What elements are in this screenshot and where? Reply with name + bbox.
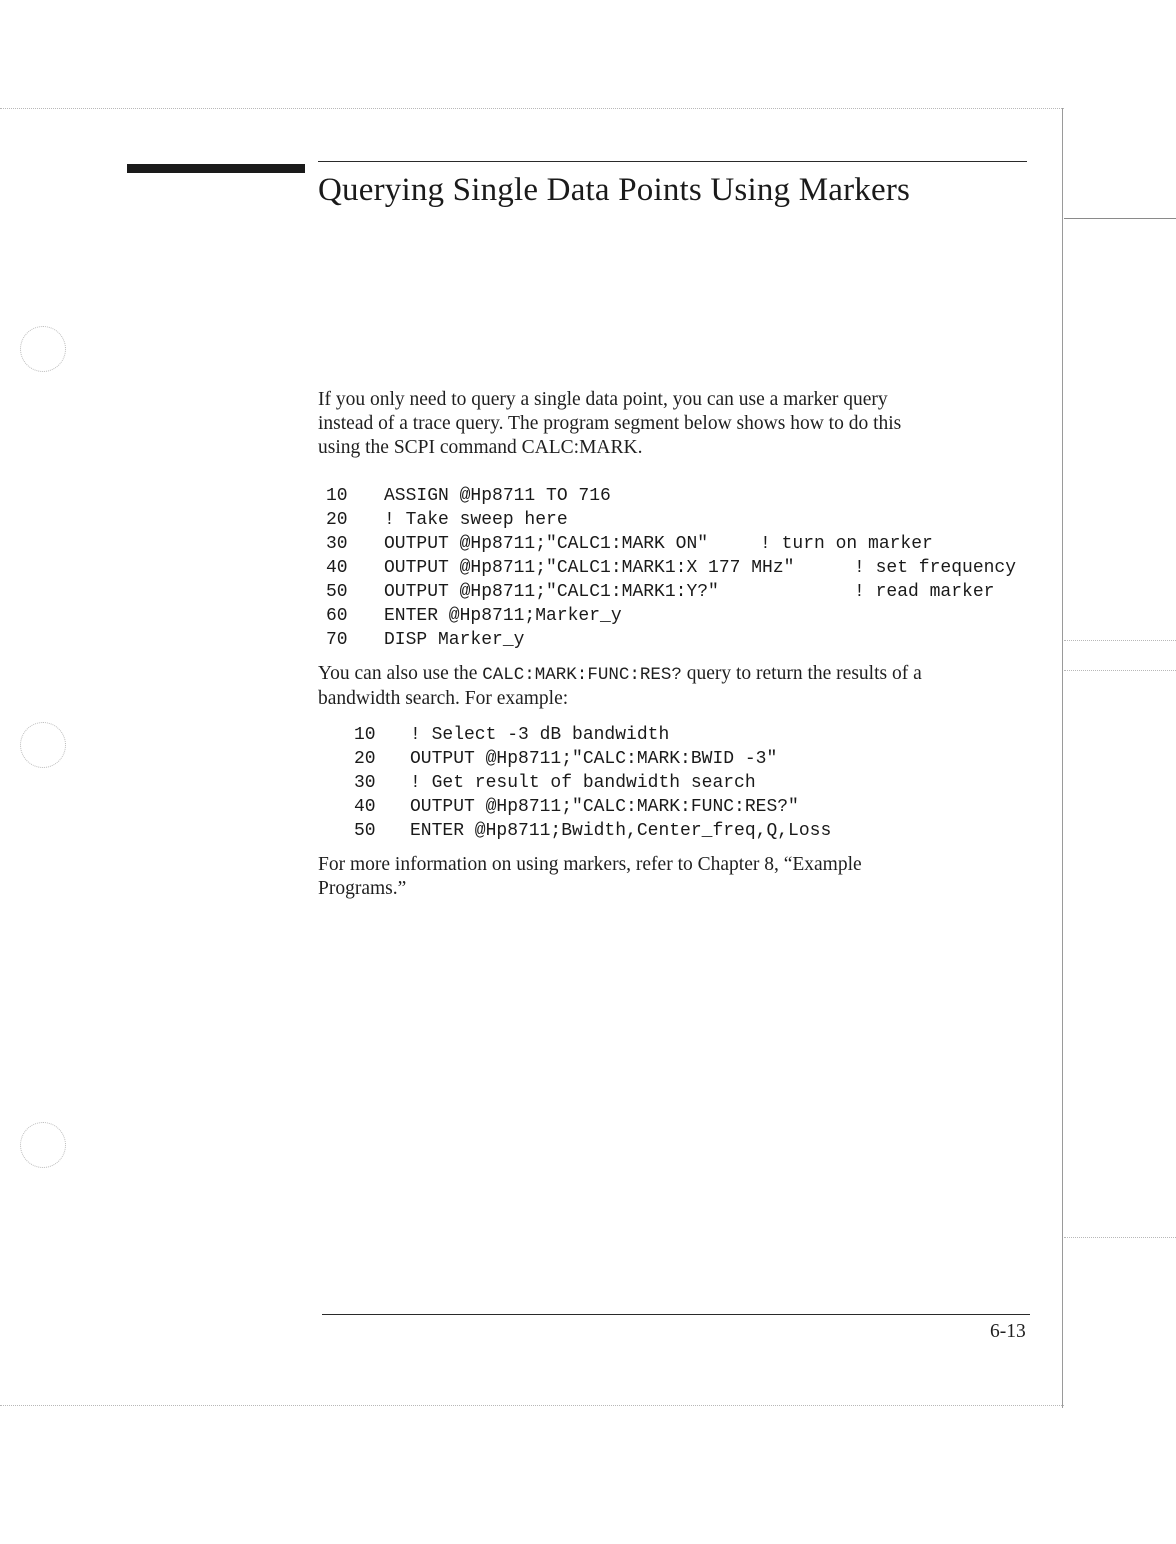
inline-command: CALC:MARK:FUNC:RES? (482, 665, 682, 685)
page-title: Querying Single Data Points Using Markers (318, 172, 911, 208)
line-number: 20 (326, 510, 348, 530)
code-line (354, 819, 914, 843)
code-line (326, 604, 1046, 628)
line-number: 10 (326, 486, 348, 506)
bandwidth-paragraph (318, 662, 1038, 711)
code-statement: OUTPUT @Hp8711;"CALC1:MARK1:X 177 MHz" (384, 558, 795, 578)
code-statement: ! Get result of bandwidth search (410, 773, 756, 793)
line-number: 60 (326, 606, 348, 626)
footer-rule (322, 1314, 1030, 1315)
code-statement: ! Select -3 dB bandwidth (410, 725, 670, 745)
text-line: using the SCPI command CALC:MARK. (318, 437, 643, 458)
line-number: 70 (326, 630, 348, 650)
section-heading-bar (127, 164, 305, 173)
code-statement: ASSIGN @Hp8711 TO 716 (384, 486, 611, 506)
code-line (326, 484, 1046, 508)
line-number: 50 (326, 582, 348, 602)
scan-edge-top (0, 108, 1064, 109)
text-line: bandwidth search. For example: (318, 688, 569, 709)
code-line (326, 508, 1046, 532)
line-number: 30 (354, 773, 376, 793)
code-statement: DISP Marker_y (384, 630, 525, 650)
code-statement: OUTPUT @Hp8711;"CALC1:MARK1:Y?" (384, 582, 719, 602)
code-statement: ENTER @Hp8711;Bwidth,Center_freq,Q,Loss (410, 821, 832, 841)
line-number: 40 (326, 558, 348, 578)
code-comment: ! set frequency (854, 558, 1017, 578)
scan-tab-line (1064, 218, 1176, 219)
code-line (354, 723, 914, 747)
scan-tab-line (1064, 1237, 1176, 1238)
code-listing-marker-query (326, 484, 1046, 652)
code-statement: ! Take sweep here (384, 510, 568, 530)
line-number: 10 (354, 725, 376, 745)
text-line: For more information on using markers, refer to Chapter 8, “Example (318, 854, 862, 875)
intro-paragraph (318, 388, 1038, 460)
page-number: 6-13 (990, 1321, 1026, 1342)
binder-hole (20, 1122, 66, 1168)
text-run: You can also use the (318, 663, 483, 684)
line-number: 20 (354, 749, 376, 769)
code-line (354, 771, 914, 795)
scan-edge-bottom (0, 1405, 1064, 1406)
code-line (326, 580, 1046, 604)
scan-edge-right (1062, 108, 1063, 1408)
closing-paragraph (318, 853, 1038, 901)
text-line: If you only need to query a single data point, you can use a marker query (318, 389, 888, 410)
code-line (326, 556, 1046, 580)
code-comment: ! turn on marker (760, 534, 933, 554)
code-listing-bandwidth (354, 723, 914, 843)
text-line: instead of a trace query. The program segment below shows how to do this (318, 413, 902, 434)
code-statement: OUTPUT @Hp8711;"CALC1:MARK ON" (384, 534, 709, 554)
code-line (354, 795, 914, 819)
text-line (318, 662, 1038, 687)
code-line (326, 532, 1046, 556)
code-comment: ! read marker (854, 582, 995, 602)
code-statement: OUTPUT @Hp8711;"CALC:MARK:FUNC:RES?" (410, 797, 799, 817)
line-number: 30 (326, 534, 348, 554)
scan-tab-line (1064, 640, 1176, 641)
binder-hole (20, 326, 66, 372)
line-number: 40 (354, 797, 376, 817)
line-number: 50 (354, 821, 376, 841)
code-line (326, 628, 1046, 652)
text-line: Programs.” (318, 878, 407, 899)
code-line (354, 747, 914, 771)
text-run: query to return the results of a (681, 663, 922, 684)
binder-hole (20, 722, 66, 768)
code-statement: ENTER @Hp8711;Marker_y (384, 606, 622, 626)
code-statement: OUTPUT @Hp8711;"CALC:MARK:BWID -3" (410, 749, 778, 769)
scan-tab-line (1064, 670, 1176, 671)
heading-rule (318, 161, 1027, 162)
